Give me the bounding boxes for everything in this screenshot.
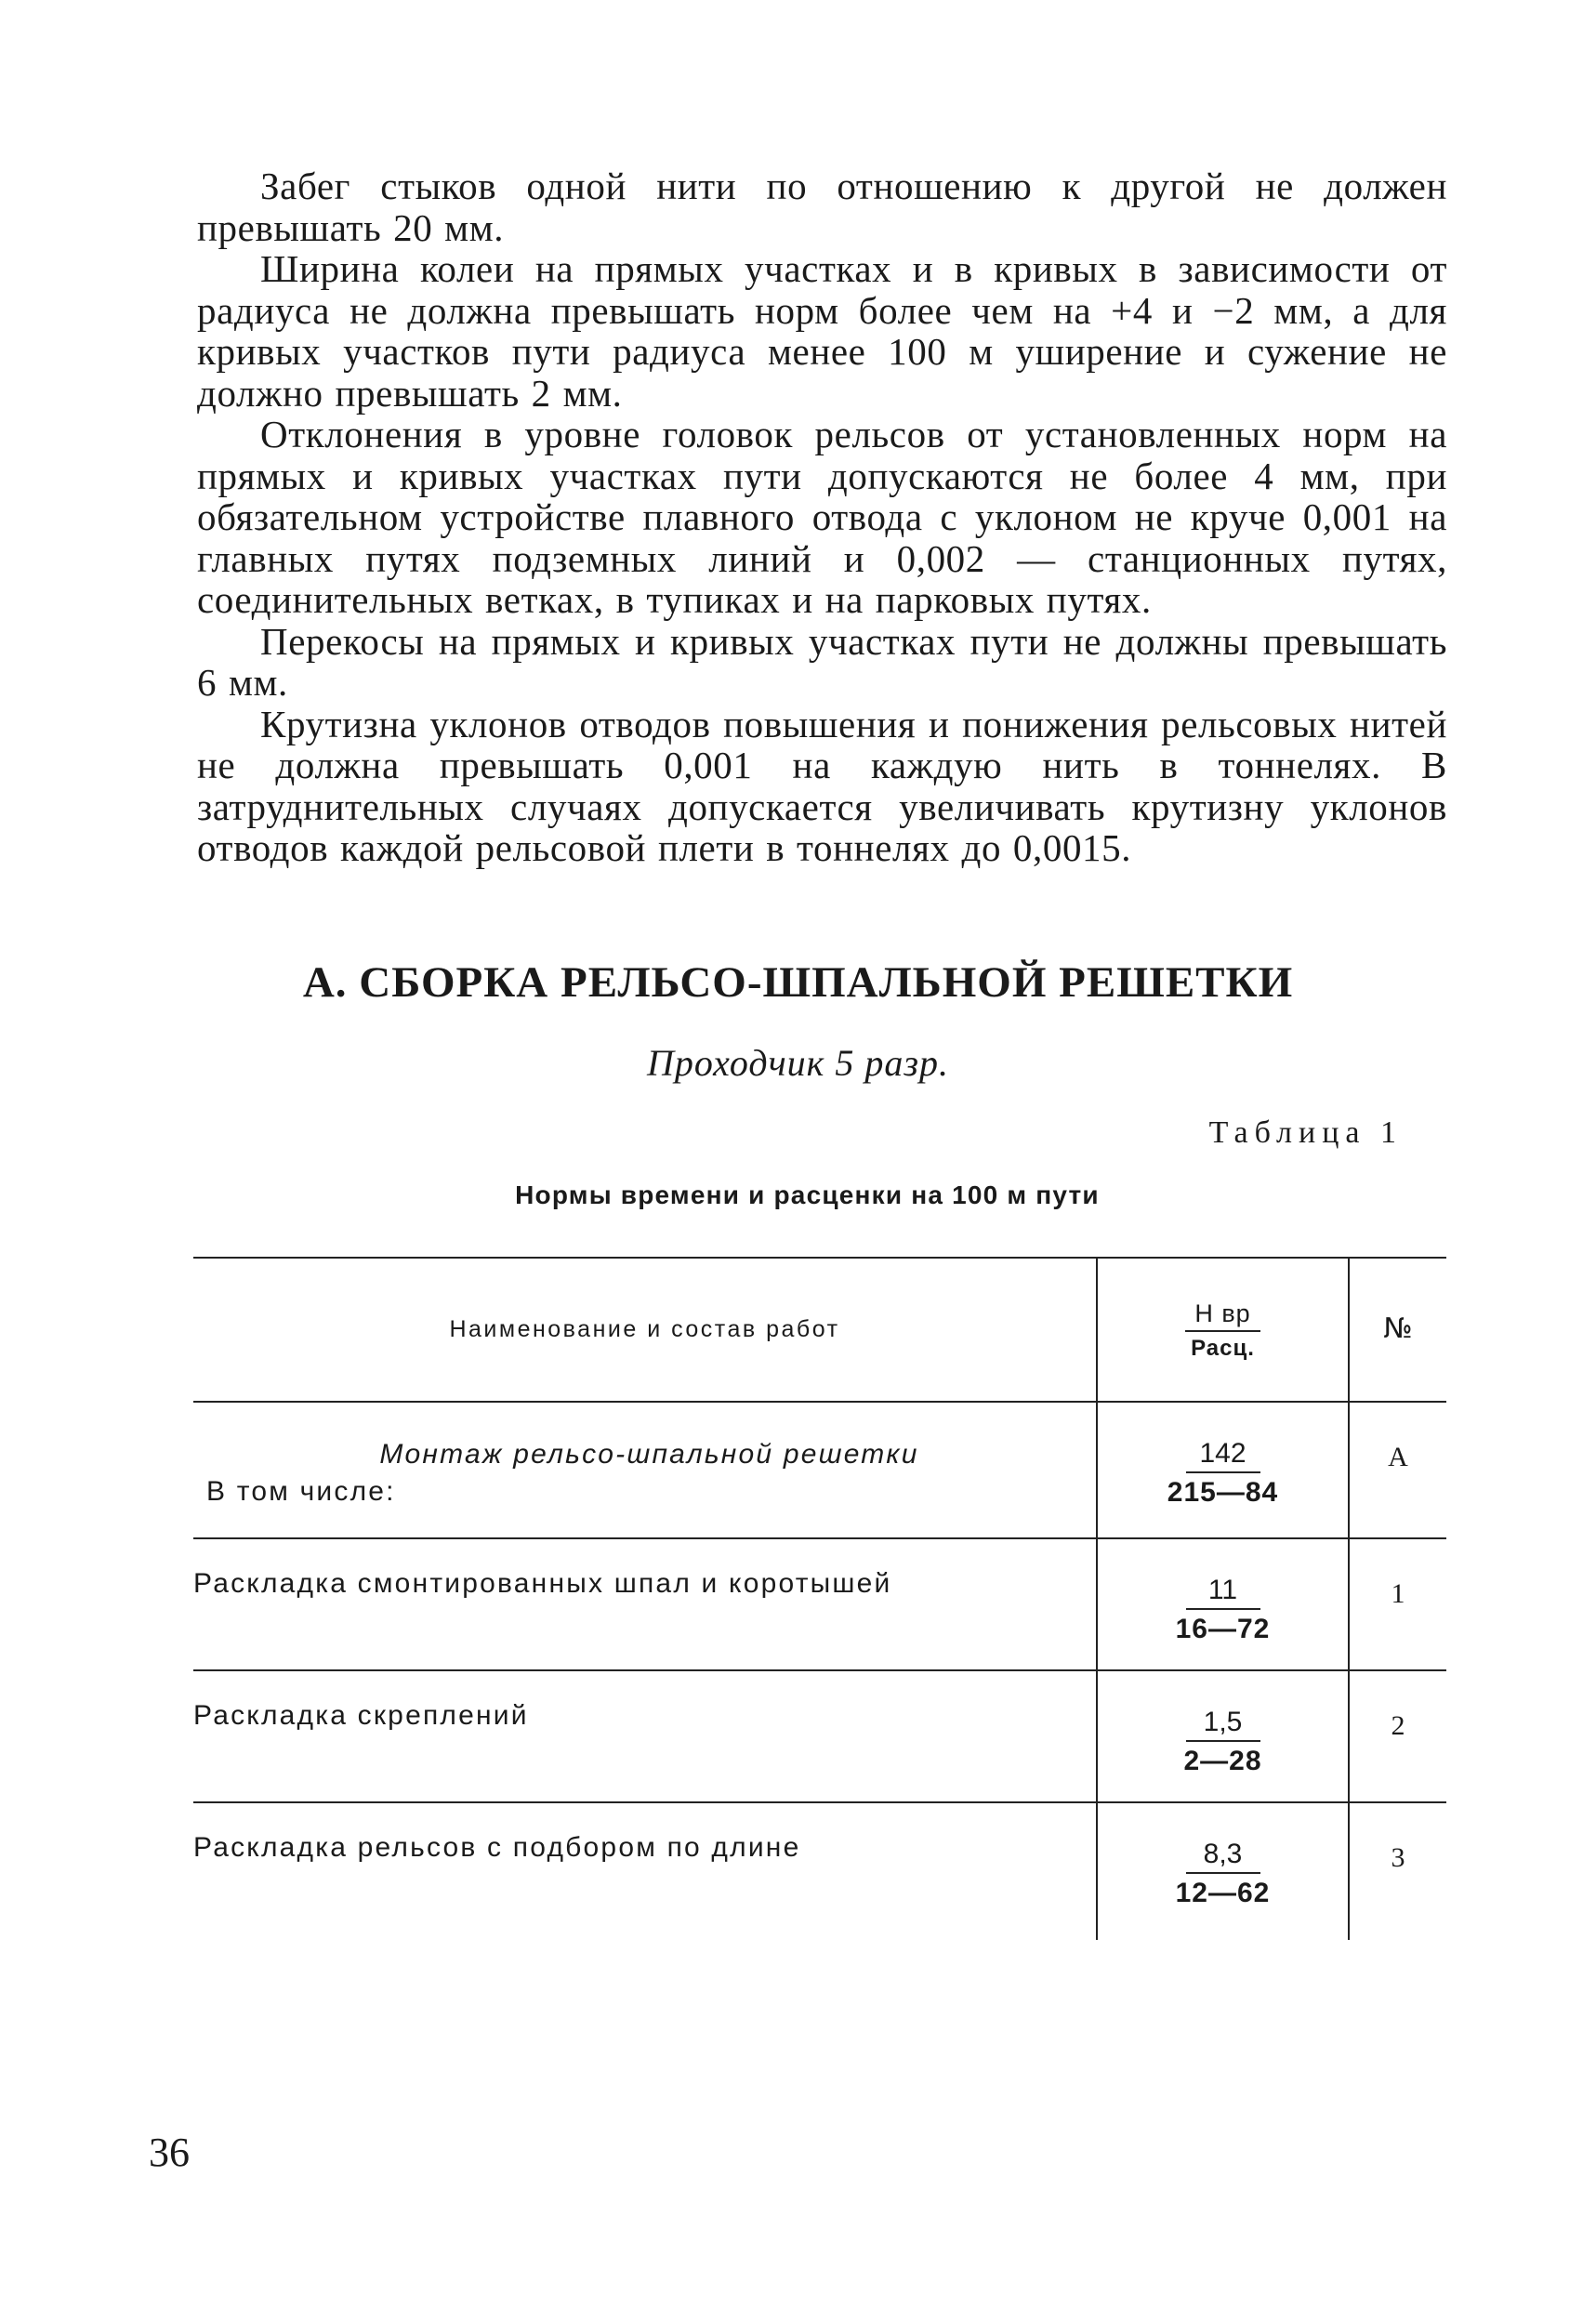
work-title: Раскладка рельсов с подбором по длине: [193, 1832, 801, 1863]
paragraph: Перекосы на прямых и кривых участках пути не должны превышать 6 мм.: [197, 619, 1447, 704]
section-heading: А. СБОРКА РЕЛЬСО-ШПАЛЬНОЙ РЕШЕТКИ: [302, 958, 1294, 1007]
body-text: [197, 165, 1447, 869]
table-header-row: [193, 1258, 1446, 1402]
paragraph: Забег стыков одной нити по отношению к другой не должен превышать 20 мм.: [197, 165, 1447, 249]
table-row: [193, 1538, 1446, 1670]
table-row: [193, 1670, 1446, 1802]
time-norm: 1,5: [1186, 1707, 1260, 1742]
norms-table: [193, 1257, 1446, 1940]
header-work-name: Наименование и состав работ: [193, 1258, 1097, 1402]
norm-rate-cell: [1097, 1402, 1349, 1538]
header-norm-rate: [1097, 1258, 1349, 1402]
paragraph: Отклонения в уровне головок рельсов от установленных норм на прямых и кривых участках пути допускаются не более 4 мм, при обязательном устройстве плавного отвода с уклоном не круче 0,001 на главных путях подземных линий и 0,002 — станционных путях, соединительных ветках, в тупиках и на парковых путях.: [197, 413, 1447, 621]
work-title: Монтаж рельсо-шпальной решетки: [379, 1439, 919, 1470]
work-name-cell: [193, 1670, 1097, 1802]
table-caption: Нормы времени и расценки на 100 м пути: [515, 1180, 1100, 1209]
rate-value: 215—84: [1167, 1477, 1279, 1508]
norm-rate-cell: [1097, 1802, 1349, 1940]
paragraph: Ширина колеи на прямых участках и в кривых в зависимости от радиуса не должна превышать норм более чем на +4 и −2 мм, а для кривых участков пути радиуса менее 100 м уширение и сужение не должно превышать 2 мм.: [197, 247, 1447, 415]
table-label: Таблица 1: [1208, 1115, 1403, 1150]
work-subtitle: В том числе:: [206, 1476, 396, 1507]
norm-rate-cell: [1097, 1670, 1349, 1802]
work-title: Раскладка скреплений: [193, 1700, 529, 1731]
header-rate-label: Расц.: [1191, 1336, 1255, 1361]
paragraph: Крутизна уклонов отводов повышения и понижения рельсовых нитей не должна превышать 0,001 на каждую нить в тоннелях. В затруднительных случаях допускается увеличивать крутизну уклонов отводов каждой рельсовой плети в тоннелях до 0,0015.: [197, 702, 1447, 869]
row-number: 1: [1349, 1538, 1446, 1670]
header-number: №: [1349, 1258, 1446, 1402]
time-norm: 142: [1186, 1438, 1260, 1473]
rate-value: 12—62: [1175, 1878, 1271, 1908]
page-number: 36: [149, 2130, 190, 2175]
row-number: 2: [1349, 1670, 1446, 1802]
row-number: 3: [1391, 1842, 1405, 1873]
rate-value: 16—72: [1175, 1614, 1271, 1644]
work-name-cell: [193, 1538, 1097, 1670]
norm-rate-cell: [1097, 1538, 1349, 1670]
header-norm-label: Н вр: [1185, 1299, 1260, 1332]
table-row: [193, 1802, 1446, 1940]
work-title: Раскладка смонтированных шпал и коротышей: [193, 1568, 892, 1599]
time-norm: 8,3: [1186, 1839, 1260, 1874]
rate-value: 2—28: [1183, 1746, 1262, 1776]
worker-grade-subheading: Проходчик 5 разр.: [647, 1042, 949, 1084]
work-name-cell: [193, 1402, 1097, 1538]
row-number: А: [1349, 1402, 1446, 1538]
time-norm: 11: [1186, 1575, 1260, 1610]
table-row: [193, 1402, 1446, 1538]
work-name-cell: [193, 1802, 1097, 1940]
